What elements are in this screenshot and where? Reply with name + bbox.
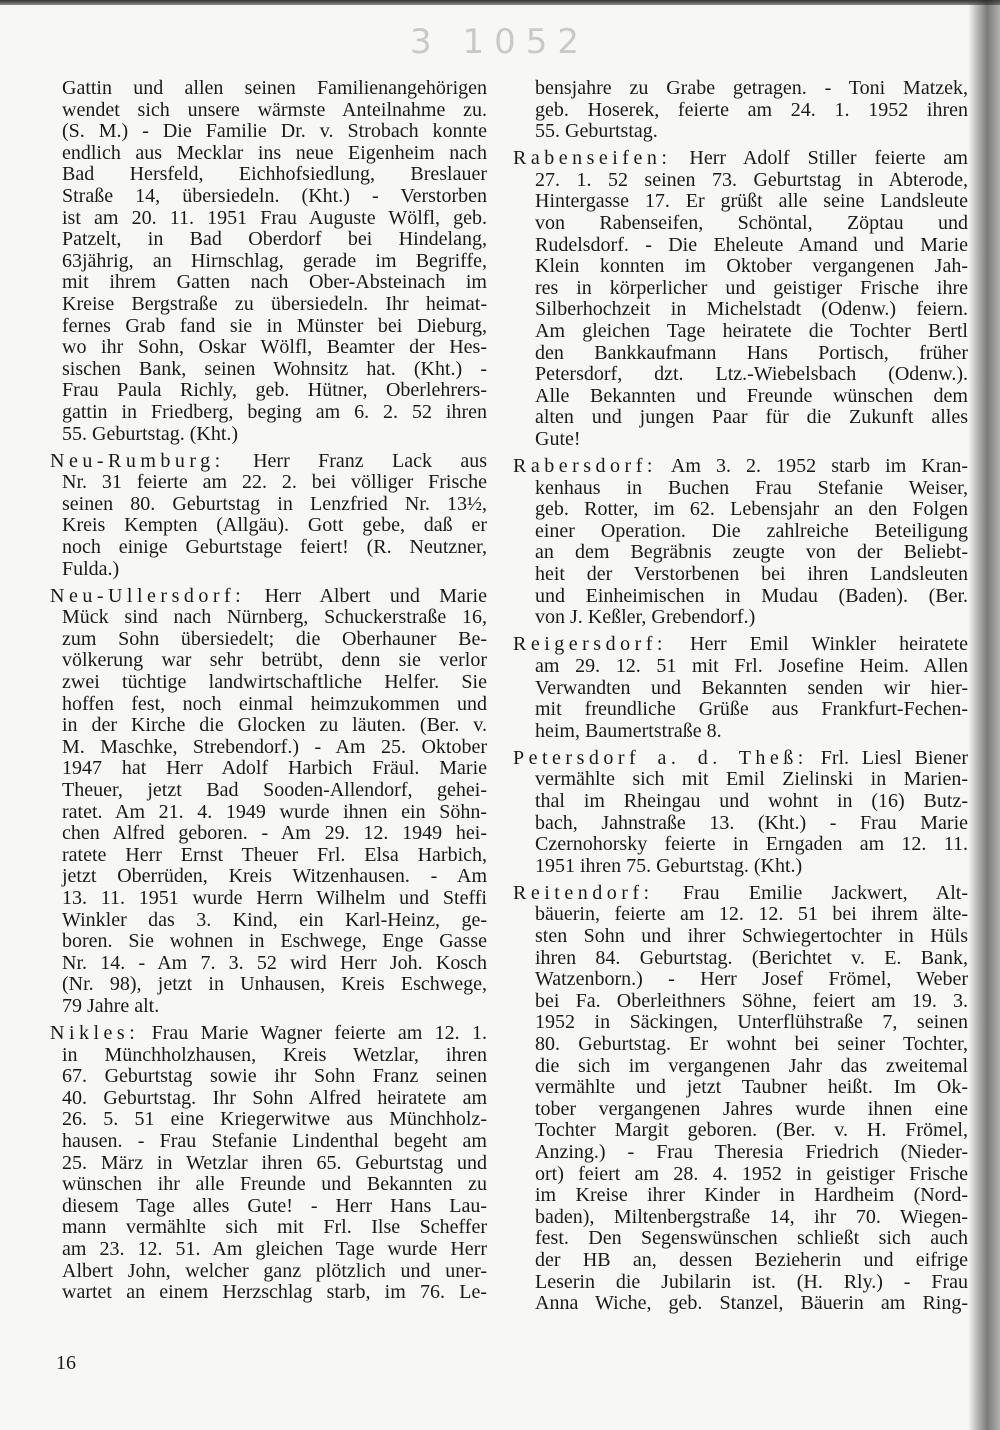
text-line [50,823,487,845]
text-line [50,472,487,494]
text-line [50,121,487,143]
line-text: wo ihr Sohn, Oskar Wölfl, Beamter der Hes- [62,336,487,359]
text-line [513,1099,968,1121]
line-text: am 23. 12. 51. Am gleichen Tage wurde Herr [62,1237,487,1260]
line-text: Herr Emil Winkler heiratete [666,633,968,656]
entry-petersdorf-a-d-theß [513,748,968,878]
text-line [513,969,968,991]
text-line [50,866,487,888]
text-line [50,1196,487,1218]
text-line [513,429,968,451]
text-line [50,559,487,581]
text-line [513,321,968,343]
line-text: und Einheimischen in Mudau (Baden). (Ber. [535,584,968,607]
line-text: Mück sind nach Nürnberg, Schuckerstraße 16, [62,606,487,629]
text-line [513,948,968,970]
text-line [50,1153,487,1175]
line-text: Rudelsdorf. - Die Eheleute Amand und Marie [535,233,968,256]
entry-reitendorf [513,883,968,1315]
line-text: Herr Albert und Marie [245,584,487,607]
line-text: von Rabenseifen, Schöntal, Zöptau und [535,212,968,235]
text-line [50,931,487,953]
text-line [513,883,968,905]
text-line [50,251,487,273]
line-text: zwei tüchtige landwirtschaftliche Helfer. Sie [62,671,487,694]
text-line [513,1056,968,1078]
text-line [50,380,487,402]
line-text: Watzenborn.) - Herr Josef Frömel, Weber [535,968,968,991]
line-text: 25. März in Wetzlar ihren 65. Geburtstag und [62,1151,487,1174]
line-text: zum Sohn übersiedelt; die Oberhauner Be- [62,627,487,650]
text-line [513,499,968,521]
line-text: Frau Paula Richly, geb. Hütner, Oberlehrers- [62,379,487,402]
text-line [513,170,968,192]
text-line [50,802,487,824]
line-text: vermählte und jetzt Taubner heißt. Im Ok- [535,1076,968,1099]
text-line [513,364,968,386]
entry-neu-rumburg [50,451,487,581]
text-line [513,542,968,564]
line-text: 55. Geburtstag. (Kht.) [62,422,239,445]
entry-nikles [50,1023,487,1304]
text-line [50,888,487,910]
line-text: mit ihrem Gatten nach Ober-Absteinach im [62,271,487,294]
text-line [50,910,487,932]
text-line [50,337,487,359]
text-line [50,650,487,672]
line-text: bäuerin, feierte am 12. 12. 51 bei ihrem älte- [535,903,968,926]
line-text: Nr. 14. - Am 7. 3. 52 wird Herr Joh. Kosch [62,951,487,974]
text-line [50,424,487,446]
line-text: bach, Jahnstraße 13. (Kht.) - Frau Marie [535,811,968,834]
text-line [50,758,487,780]
line-text: (Nr. 98), jetzt in Unhausen, Kreis Eschwege, [62,973,487,996]
text-line [50,1088,487,1110]
text-line [50,402,487,424]
line-text: Silberhochzeit in Michelstadt (Odenw.) feiern. [535,298,968,321]
line-text: diesem Tage alles Gute! - Herr Hans Lau- [62,1194,487,1217]
place-name: Petersdorf a. d. Theß: [513,746,808,769]
text-line [50,586,487,608]
line-text: Kreis Kempten (Allgäu). Gott gebe, daß er [62,514,487,537]
text-line [513,456,968,478]
line-text: Petersdorf, dzt. Ltz.-Wiebelsbach (Odenw.). [535,363,968,386]
text-line [513,213,968,235]
text-line [513,191,968,213]
text-line [513,343,968,365]
text-line [50,272,487,294]
text-line [513,235,968,257]
line-text: 67. Geburtstag sowie ihr Sohn Franz seinen [62,1065,487,1088]
line-text: Frau Emilie Jackwert, Alt- [653,881,968,904]
paragraph-continued [513,78,968,143]
text-line [50,78,487,100]
line-text: in der Kirche die Glocken zu läuten. (Ber. v. [62,714,487,737]
line-text: 1951 ihren 75. Geburtstag. (Kht.) [535,854,803,877]
line-text: im Kreise ihrer Kinder in Hardheim (Nord- [535,1184,968,1207]
line-text: Am 3. 2. 1952 starb im Kran- [656,455,968,478]
line-text: 13. 11. 1951 wurde Herrn Wilhelm und Steffi [62,886,487,909]
text-line [513,256,968,278]
place-name: Nikles: [50,1022,140,1045]
paragraph-continued [50,78,487,445]
line-text: wendet sich unsere wärmste Anteilnahme zu. [62,98,487,121]
text-line [50,1217,487,1239]
line-text: wünschen ihr alle Freunde und Bekannten zu [62,1173,487,1196]
text-line [50,294,487,316]
line-text: hoffen fest, noch einmal heimzukommen und [62,692,487,715]
text-line [50,186,487,208]
text-line [513,1034,968,1056]
text-line [50,1131,487,1153]
text-line [513,991,968,1013]
text-line [50,537,487,559]
text-line [513,1077,968,1099]
text-line [513,407,968,429]
line-text: boren. Sie wohnen in Eschwege, Enge Gasse [62,930,487,953]
text-line [513,607,968,629]
line-text: Czernohorsky feierte in Erngaden am 12. 11. [535,833,968,856]
entry-rabersdorf [513,456,968,629]
text-line [513,813,968,835]
line-text: res in körperlicher und geistiger Frische ihre [535,276,968,299]
line-text: in Münchholzhausen, Kreis Wetzlar, ihren [62,1043,487,1066]
text-line [50,1023,487,1045]
text-line [513,1250,968,1272]
line-text: vermählte sich mit Emil Zielinski in Marien- [535,768,968,791]
line-text: Kreise Bergstraße zu übersiedeln. Ihr heimat- [62,292,487,315]
text-line [50,953,487,975]
text-line [50,164,487,186]
text-line [50,1066,487,1088]
text-line [513,904,968,926]
line-text: Verwandten und Bekannten senden wir hier- [535,676,968,699]
line-text: Herr Franz Lack aus [224,449,487,472]
text-line [513,748,968,770]
column-right [513,78,968,1315]
line-text: den Bankkaufmann Hans Portisch, früher [535,341,968,364]
line-text: bensjahre zu Grabe getragen. - Toni Matzek, [535,77,968,99]
line-text: Frau Marie Wagner feierte am 12. 1. [139,1022,487,1045]
text-line [50,996,487,1018]
line-text: von J. Keßler, Grebendorf.) [535,606,756,629]
line-text: tober vergangenen Jahres wurde ihnen eine [535,1097,968,1120]
text-line [513,100,968,122]
text-line [50,494,487,516]
line-text: an dem Begräbnis zeugte von der Beliebt- [535,541,968,564]
line-text: ratet. Am 21. 4. 1949 wurde ihnen ein Söhn- [62,800,487,823]
text-line [513,586,968,608]
line-text: Albert John, welcher ganz plötzlich und uner- [62,1259,487,1282]
text-line [50,100,487,122]
line-text: sten Sohn und ihrer Schwiegertochter in Hüls [535,925,968,948]
line-text: Tochter Margit geboren. (Ber. v. H. Frömel, [535,1119,968,1142]
line-text: 26. 5. 51 eine Kriegerwitwe aus Münchholz- [62,1108,487,1131]
text-line [50,672,487,694]
text-line [513,699,968,721]
text-line [513,1142,968,1164]
line-text: 80. Geburtstag. Er wohnt bei seiner Tochter, [535,1033,968,1056]
text-line [513,721,968,743]
line-text: jetzt Oberrüden, Kreis Witzenhausen. - Am [62,865,487,888]
line-text: Anna Wiche, geb. Stanzel, Bäuerin am Ring- [535,1292,968,1315]
text-line [50,316,487,338]
line-text: am 29. 12. 51 mit Frl. Josefine Heim. Allen [535,654,968,677]
scan-top-edge [0,0,1000,5]
text-line [50,694,487,716]
line-text: endlich aus Mecklar ins neue Eigenheim nach [62,141,487,164]
line-text: Am gleichen Tage heiratete die Tochter Bertl [535,320,968,343]
text-line [50,780,487,802]
text-line [50,607,487,629]
line-text: Bad Hersfeld, Eichhofsiedlung, Breslauer [62,163,487,186]
text-line [50,143,487,165]
place-name: Neu-Rumburg: [50,449,225,472]
line-text: geb. Rotter, im 62. Lebensjahr an den Folgen [535,498,968,521]
line-text: Klein konnten im Oktober vergangenen Jah- [535,255,968,278]
line-text: bei Fa. Oberleithners Söhne, feiert am 19. 3. [535,989,968,1012]
text-line [513,678,968,700]
text-line [513,769,968,791]
text-line [50,515,487,537]
text-line [513,1164,968,1186]
text-line [513,634,968,656]
page-number: 16 [56,1352,76,1374]
line-text: Gute! [535,428,581,450]
text-line [50,1045,487,1067]
line-text: (S. M.) - Die Familie Dr. v. Strobach konnte [62,120,487,143]
line-text: völkerung war sehr betrübt, denn sie verlor [62,649,487,672]
text-line [50,1239,487,1261]
text-line [513,148,968,170]
text-line [513,1272,968,1294]
text-line [513,856,968,878]
line-text: Leserin die Jubilarin ist. (H. Rly.) - Frau [535,1270,968,1293]
line-text: Gattin und allen seinen Familienangehörigen [62,77,487,99]
line-text: baden), Miltenbergstraße 14, ihr 70. Wiegen- [535,1205,968,1228]
column-left [50,78,487,1304]
line-text: Nr. 31 feierte am 22. 2. bei völliger Frische [62,471,487,494]
line-text: 1947 hat Herr Adolf Harbich Fräul. Marie [62,757,487,780]
line-text: Herr Adolf Stiller feierte am [671,147,968,170]
text-line [513,78,968,100]
line-text: einer Operation. Die zahlreiche Beteiligung [535,519,968,542]
book-binding-shadow [968,0,1000,1430]
line-text: 63jährig, an Hirnschlag, gerade im Begriffe, [62,249,487,272]
line-text: mann vermählte sich mit Frl. Ilse Scheffer [62,1216,487,1239]
line-text: Frl. Liesl Biener [807,746,968,769]
line-text: Theuer, jetzt Bad Sooden-Allendorf, gehei- [62,779,487,801]
text-line [50,974,487,996]
line-text: noch einige Geburtstage feiert! (R. Neutzner, [62,535,487,558]
place-name: Rabenseifen: [513,147,672,170]
text-line [513,1120,968,1142]
text-line [513,1185,968,1207]
line-text: Anzing.) - Frau Theresia Friedrich (Nieder- [535,1141,968,1163]
line-text: alten und jungen Paar für die Zukunft alles [535,406,968,429]
line-text: wartet an einem Herzschlag starb, im 76. Le- [62,1281,487,1304]
line-text: sischen Bank, seinen Wohnsitz hat. (Kht.) - [62,357,487,380]
line-text: 1952 in Säckingen, Unterflühstraße 7, seinen [535,1011,968,1034]
text-line [50,715,487,737]
line-text: Fulda.) [62,557,120,580]
text-line [513,1207,968,1229]
text-line [513,834,968,856]
line-text: geb. Hoserek, feierte am 24. 1. 1952 ihren [535,98,968,121]
place-name: Reigersdorf: [513,633,667,656]
line-text: heit der Verstorbenen bei ihren Landsleuten [535,563,968,586]
line-text: 55. Geburtstag. [535,120,658,143]
line-text: Hintergasse 17. Er grüßt alle seine Landsleute [535,190,968,213]
line-text: Patzelt, in Bad Oberdorf bei Hindelang, [62,228,487,251]
text-line [50,629,487,651]
text-line [50,845,487,867]
text-line [513,656,968,678]
line-text: 27. 1. 52 seinen 73. Geburtstag in Abterode, [535,168,968,191]
place-name: Neu-Ullersdorf: [50,584,246,607]
text-line [513,386,968,408]
text-line [513,926,968,948]
text-line [513,1293,968,1315]
line-text: heim, Baumertstraße 8. [535,719,722,742]
line-text: thal im Rheingau und wohnt in (16) Butz- [535,790,968,812]
line-text: Straße 14, übersiedeln. (Kht.) - Verstorben [62,184,487,207]
line-text: M. Maschke, Strebendorf.) - Am 25. Oktober [62,735,487,758]
text-line [513,564,968,586]
line-text: fest. Den Segenswünschen schließt sich auch [535,1227,968,1250]
line-text: Winkler das 3. Kind, ein Karl-Heinz, ge- [62,908,487,931]
line-text: 79 Jahre alt. [62,994,160,1017]
line-text: seinen 80. Geburtstag in Lenzfried Nr. 13½, [62,492,487,515]
text-line [50,1261,487,1283]
entry-reigersdorf [513,634,968,742]
text-line [50,737,487,759]
line-text: mit freundliche Grüße aus Frankfurt-Fechen- [535,698,968,721]
place-name: Reitendorf: [513,881,654,904]
line-text: die sich im vergangenen Jahr das zweitemal [535,1054,968,1077]
text-line [50,229,487,251]
line-text: ort) feiert am 28. 4. 1952 in geistiger Frische [535,1162,968,1185]
text-line [513,791,968,813]
line-text: kenhaus in Buchen Frau Stefanie Weiser, [535,476,968,499]
text-line [50,1109,487,1131]
text-line [50,451,487,473]
text-line [50,359,487,381]
line-text: chen Alfred geboren. - Am 29. 12. 1949 hei- [62,822,487,845]
line-text: der HB an, dessen Bezieherin und eifrige [535,1248,968,1271]
entry-rabenseifen [513,148,968,450]
text-line [513,521,968,543]
line-text: hausen. - Frau Stefanie Lindenthal begeht am [62,1130,487,1152]
text-line [513,1228,968,1250]
line-text: fernes Grab fand sie in Münster bei Dieburg, [62,314,487,337]
text-line [513,121,968,143]
place-name: Rabersdorf: [513,455,657,478]
line-text: 40. Geburtstag. Ihr Sohn Alfred heiratete am [62,1086,487,1109]
entry-neu-ullersdorf [50,586,487,1018]
text-line [513,299,968,321]
line-text: ist am 20. 11. 1951 Frau Auguste Wölfl, geb. [62,206,487,229]
line-text: ratete Herr Ernst Theuer Frl. Elsa Harbich, [62,843,487,866]
text-line [50,208,487,230]
line-text: Alle Bekannten und Freunde wünschen dem [535,384,968,407]
line-text: gattin in Friedberg, beging am 6. 2. 52 ihren [62,400,487,423]
line-text: ihren 84. Geburtstag. (Berichtet v. E. Bank, [535,946,968,969]
text-line [50,1282,487,1304]
text-line [513,278,968,300]
text-line [513,478,968,500]
handwritten-mark: 3 1052 [410,22,589,62]
text-line [513,1012,968,1034]
text-line [50,1174,487,1196]
